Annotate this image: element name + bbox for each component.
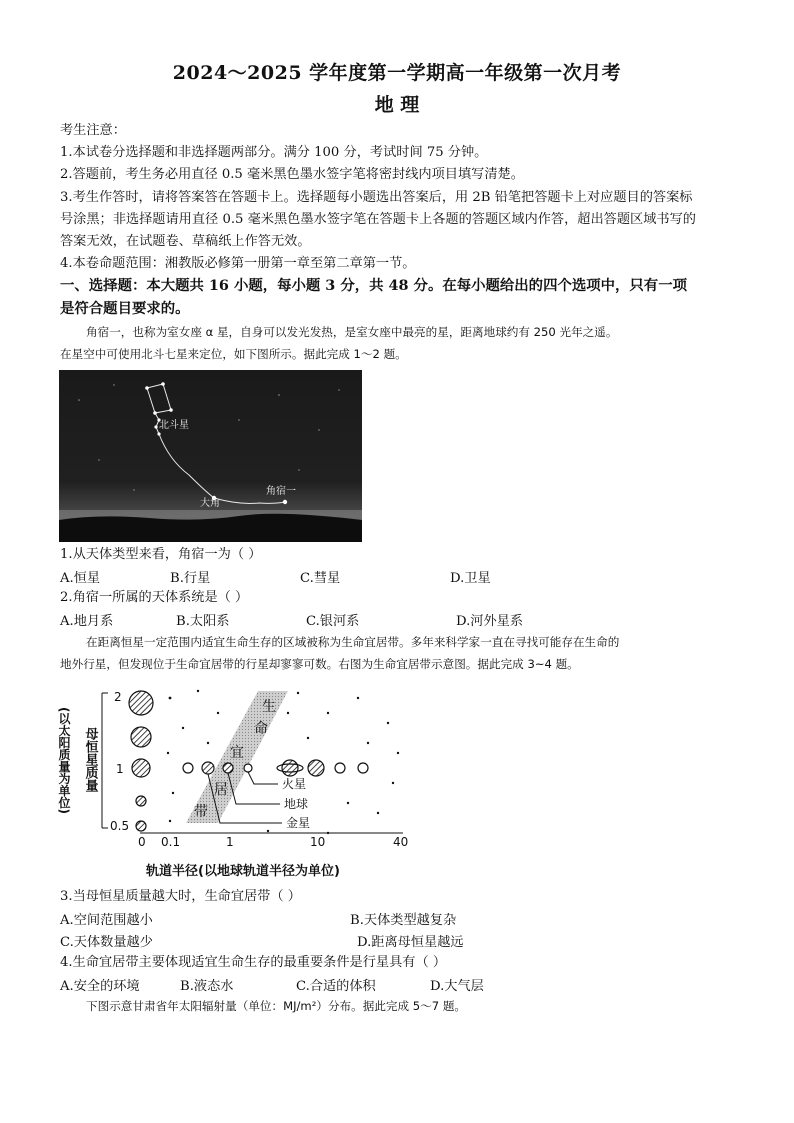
x-tick: 1 <box>226 835 234 849</box>
question-2-options <box>60 610 750 631</box>
section-line: 是符合题目要求的。 <box>60 300 190 317</box>
option-a[interactable]: A.地月系 <box>60 614 114 629</box>
exam-title: 2024～2025 学年度第一学期高一年级第一次月考 <box>172 62 622 84</box>
passage-1 <box>60 321 740 365</box>
y-tick: 0.5 <box>110 819 130 833</box>
night-sky-svg <box>59 370 362 542</box>
passage-line: 在距离恒星一定范围内适宜生命生存的区域被称为生命宜居带。多年来科学家一直在寻找可能存在生命的 <box>86 635 620 649</box>
band-char: 命 <box>254 721 268 737</box>
option-c[interactable]: C.天体数量越少 <box>60 935 153 950</box>
question-3-options-row1 <box>60 909 750 930</box>
label-beidou: 北斗星 <box>159 420 189 431</box>
notice-item: 4.本卷命题范围：湘教版必修第一册第一章至第二章第一节。 <box>60 256 416 272</box>
option-a[interactable]: A.安全的环境 <box>60 979 140 994</box>
option-b[interactable]: B.天体类型越复杂 <box>350 913 457 928</box>
passage-line: 地外行星，但发现位于生命宜居带的行星却寥寥可数。右图为生命宜居带示意图。据此完成 3~4 题。 <box>60 657 579 671</box>
y-axis-inner-label: 母恒星质量 <box>82 727 98 792</box>
notice-item: 2.答题前，考生务必用直径 0.5 毫米黑色墨水签字笔将密封线内项目填写清楚。 <box>60 167 524 183</box>
passage-line: 在星空中可使用北斗七星来定位，如下图所示。据此完成 1～2 题。 <box>60 347 407 361</box>
question-3-stem: 3.当母恒星质量越大时，生命宜居带（ ） <box>60 889 301 904</box>
legend-mars: 火星 <box>282 777 307 791</box>
notice-block <box>60 120 750 275</box>
notice-item: 号涂黑；非选择题请用直径 0.5 毫米黑色墨水签字笔在答题卡上各题的答题区域内作答，超出答题区域书写的 <box>60 211 696 227</box>
option-a[interactable]: A.恒星 <box>60 571 101 586</box>
section-heading <box>60 274 750 320</box>
band-char: 生 <box>262 699 276 715</box>
subject-title: 地 理 <box>374 94 420 116</box>
option-d[interactable]: D.大气层 <box>430 979 484 994</box>
option-d[interactable]: D.距离母恒星越远 <box>357 935 464 950</box>
option-a[interactable]: A.空间范围越小 <box>60 913 153 928</box>
option-b[interactable]: B.液态水 <box>180 979 234 994</box>
passage-line: 下图示意甘肃省年太阳辐射量（单位：MJ/m²）分布。据此完成 5～7 题。 <box>86 999 467 1013</box>
x-tick: 0 <box>138 835 146 849</box>
y-tick: 2 <box>114 690 122 704</box>
x-tick: 0.1 <box>161 835 181 849</box>
legend-venus: 金星 <box>286 816 311 830</box>
option-d[interactable]: D.河外星系 <box>456 614 524 629</box>
question-4-options <box>60 975 750 996</box>
option-c[interactable]: C.彗星 <box>300 571 341 586</box>
y-axis-outer-label: (以太阳质量为单位) <box>58 707 71 814</box>
question-3-options-row2 <box>60 931 750 952</box>
label-jiaosu: 角宿一 <box>266 486 296 497</box>
passage-3 <box>60 995 740 1017</box>
question-4-stem: 4.生命宜居带主要体现适宜生命生存的最重要条件是行星具有（ ） <box>60 955 447 970</box>
legend-earth: 地球 <box>284 797 309 811</box>
label-dajiao: 大角 <box>200 498 220 509</box>
notice-item: 1.本试卷分选择题和非选择题两部分。满分 100 分，考试时间 75 分钟。 <box>60 145 488 161</box>
option-d[interactable]: D.卫星 <box>450 571 491 586</box>
question-2-stem: 2.角宿一所属的天体系统是（ ） <box>60 590 249 605</box>
band-char: 宜 <box>230 745 244 761</box>
section-line: 一、选择题：本大题共 16 小题，每小题 3 分，共 48 分。在每小题给出的四个选项中，只有一项 <box>60 277 687 294</box>
question-1-options <box>60 567 750 588</box>
band-char: 带 <box>194 804 208 820</box>
passage-line: 角宿一，也称为室女座 α 星，自身可以发光发热，是室女座中最亮的星，距离地球约有 250 光年之遥。 <box>86 325 618 339</box>
question-1-stem: 1.从天体类型来看，角宿一为（ ） <box>60 547 262 562</box>
x-tick: 40 <box>393 835 409 849</box>
y-tick: 1 <box>116 762 124 776</box>
passage-2 <box>60 631 740 675</box>
option-b[interactable]: B.行星 <box>170 571 211 586</box>
x-tick: 10 <box>310 835 326 849</box>
notice-heading: 考生注意： <box>60 123 126 138</box>
notice-item: 3.考生作答时，请将答案答在答题卡上。选择题每小题选出答案后，用 2B 铅笔把答题卡上对应题目的答案标 <box>60 189 693 205</box>
x-axis-label: 轨道半径(以地球轨道半径为单位) <box>146 864 340 879</box>
option-c[interactable]: C.银河系 <box>306 614 360 629</box>
habitable-zone-svg <box>58 683 410 883</box>
night-sky-photo <box>59 370 362 542</box>
option-c[interactable]: C.合适的体积 <box>296 979 376 994</box>
habitable-zone-diagram <box>58 683 410 883</box>
notice-item: 答案无效，在试题卷、草稿纸上作答无效。 <box>60 234 311 250</box>
band-char: 居 <box>214 782 228 798</box>
option-b[interactable]: B.太阳系 <box>176 614 230 629</box>
